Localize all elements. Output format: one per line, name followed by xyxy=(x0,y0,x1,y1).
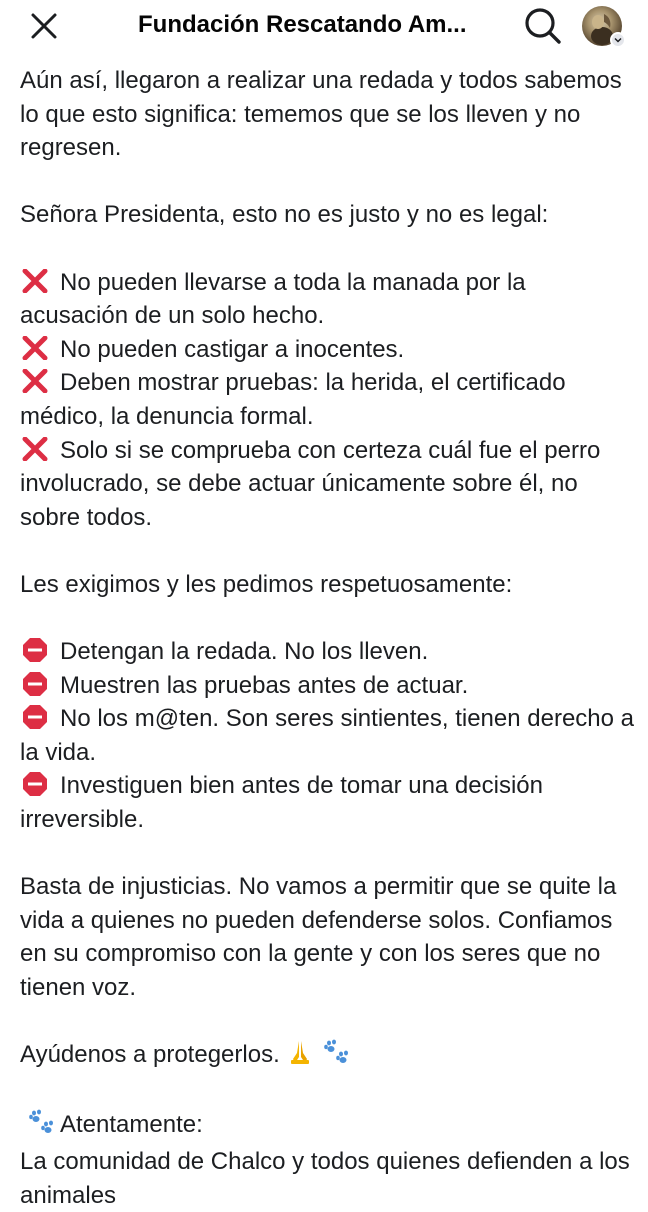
stop-list xyxy=(20,635,635,837)
top-bar xyxy=(0,0,648,56)
list-item-text: Muestren las pruebas antes de actuar. xyxy=(60,671,469,699)
chevron-down-icon xyxy=(610,32,626,48)
close-button[interactable] xyxy=(22,8,66,44)
stop-sign-icon xyxy=(20,638,50,662)
list-item-text: Deben mostrar pruebas: la herida, el certificado médico, la denuncia formal. xyxy=(20,369,566,430)
help-line xyxy=(20,1038,635,1075)
cross-mark-icon xyxy=(20,437,50,461)
cross-mark-icon xyxy=(20,269,50,293)
intro-text: Aún así, llegaron a realizar una redada y todos sabemos lo que esto significa: tememos que se los lleven y no regresen. xyxy=(20,67,622,162)
signoff-line xyxy=(20,1108,635,1145)
closing-text: Basta de injusticias. No vamos a permitir que se quite la vida a quienes no pueden defenderse solos. Confiamos en su compromiso con la gente y con los seres que no tienen voz. xyxy=(20,873,617,1002)
address-line xyxy=(20,198,635,232)
signoff-block xyxy=(20,1108,635,1212)
list-item-text: No pueden llevarse a toda la manada por la acusación de un solo hecho. xyxy=(20,268,526,330)
cross-mark-icon xyxy=(20,336,50,360)
paw-prints-icon xyxy=(321,1039,351,1075)
closing-paragraph xyxy=(20,870,635,1004)
list-item-text: No los m@ten. Son seres sintientes, tienen derecho a la vida. xyxy=(20,705,635,766)
signature: La comunidad de Chalco y todos quienes defienden a los animales xyxy=(20,1148,630,1209)
demand-intro xyxy=(20,568,635,602)
post-intro xyxy=(20,64,635,165)
list-item-text: Investiguen bien antes de tomar una decisión irreversible. xyxy=(20,772,543,834)
search-icon xyxy=(523,6,563,46)
list-item xyxy=(20,669,635,703)
post-body xyxy=(20,64,635,1212)
list-item-text: Solo si se comprueba con certeza cuál fue el perro involucrado, se debe actuar únicamente sobre él, no sobre todos. xyxy=(20,436,601,531)
cross-mark-icon xyxy=(20,369,50,393)
page-title[interactable]: Fundación Rescatando Am... xyxy=(138,11,467,38)
stop-sign-icon xyxy=(20,672,50,696)
demand-intro-text: Les exigimos y les pedimos respetuosamente: xyxy=(20,570,513,598)
list-item-text: No pueden castigar a inocentes. xyxy=(60,335,405,363)
search-button[interactable] xyxy=(520,4,566,48)
folded-hands-icon xyxy=(286,1039,314,1075)
list-item xyxy=(20,635,635,669)
help-text: Ayúdenos a protegerlos. xyxy=(20,1041,280,1069)
address-text: Señora Presidenta, esto no es justo y no es legal: xyxy=(20,201,549,229)
list-item xyxy=(20,266,635,333)
signoff-text: Atentamente: xyxy=(60,1111,203,1139)
stop-sign-icon xyxy=(20,772,50,796)
list-item xyxy=(20,333,635,367)
list-item xyxy=(20,769,635,836)
paw-prints-icon xyxy=(26,1109,56,1145)
close-icon xyxy=(29,11,59,41)
x-list xyxy=(20,266,635,535)
list-item xyxy=(20,366,635,433)
list-item xyxy=(20,702,635,769)
stop-sign-icon xyxy=(20,705,50,729)
list-item xyxy=(20,434,635,535)
list-item-text: Detengan la redada. No los lleven. xyxy=(60,638,429,666)
profile-avatar-button[interactable] xyxy=(580,4,628,50)
